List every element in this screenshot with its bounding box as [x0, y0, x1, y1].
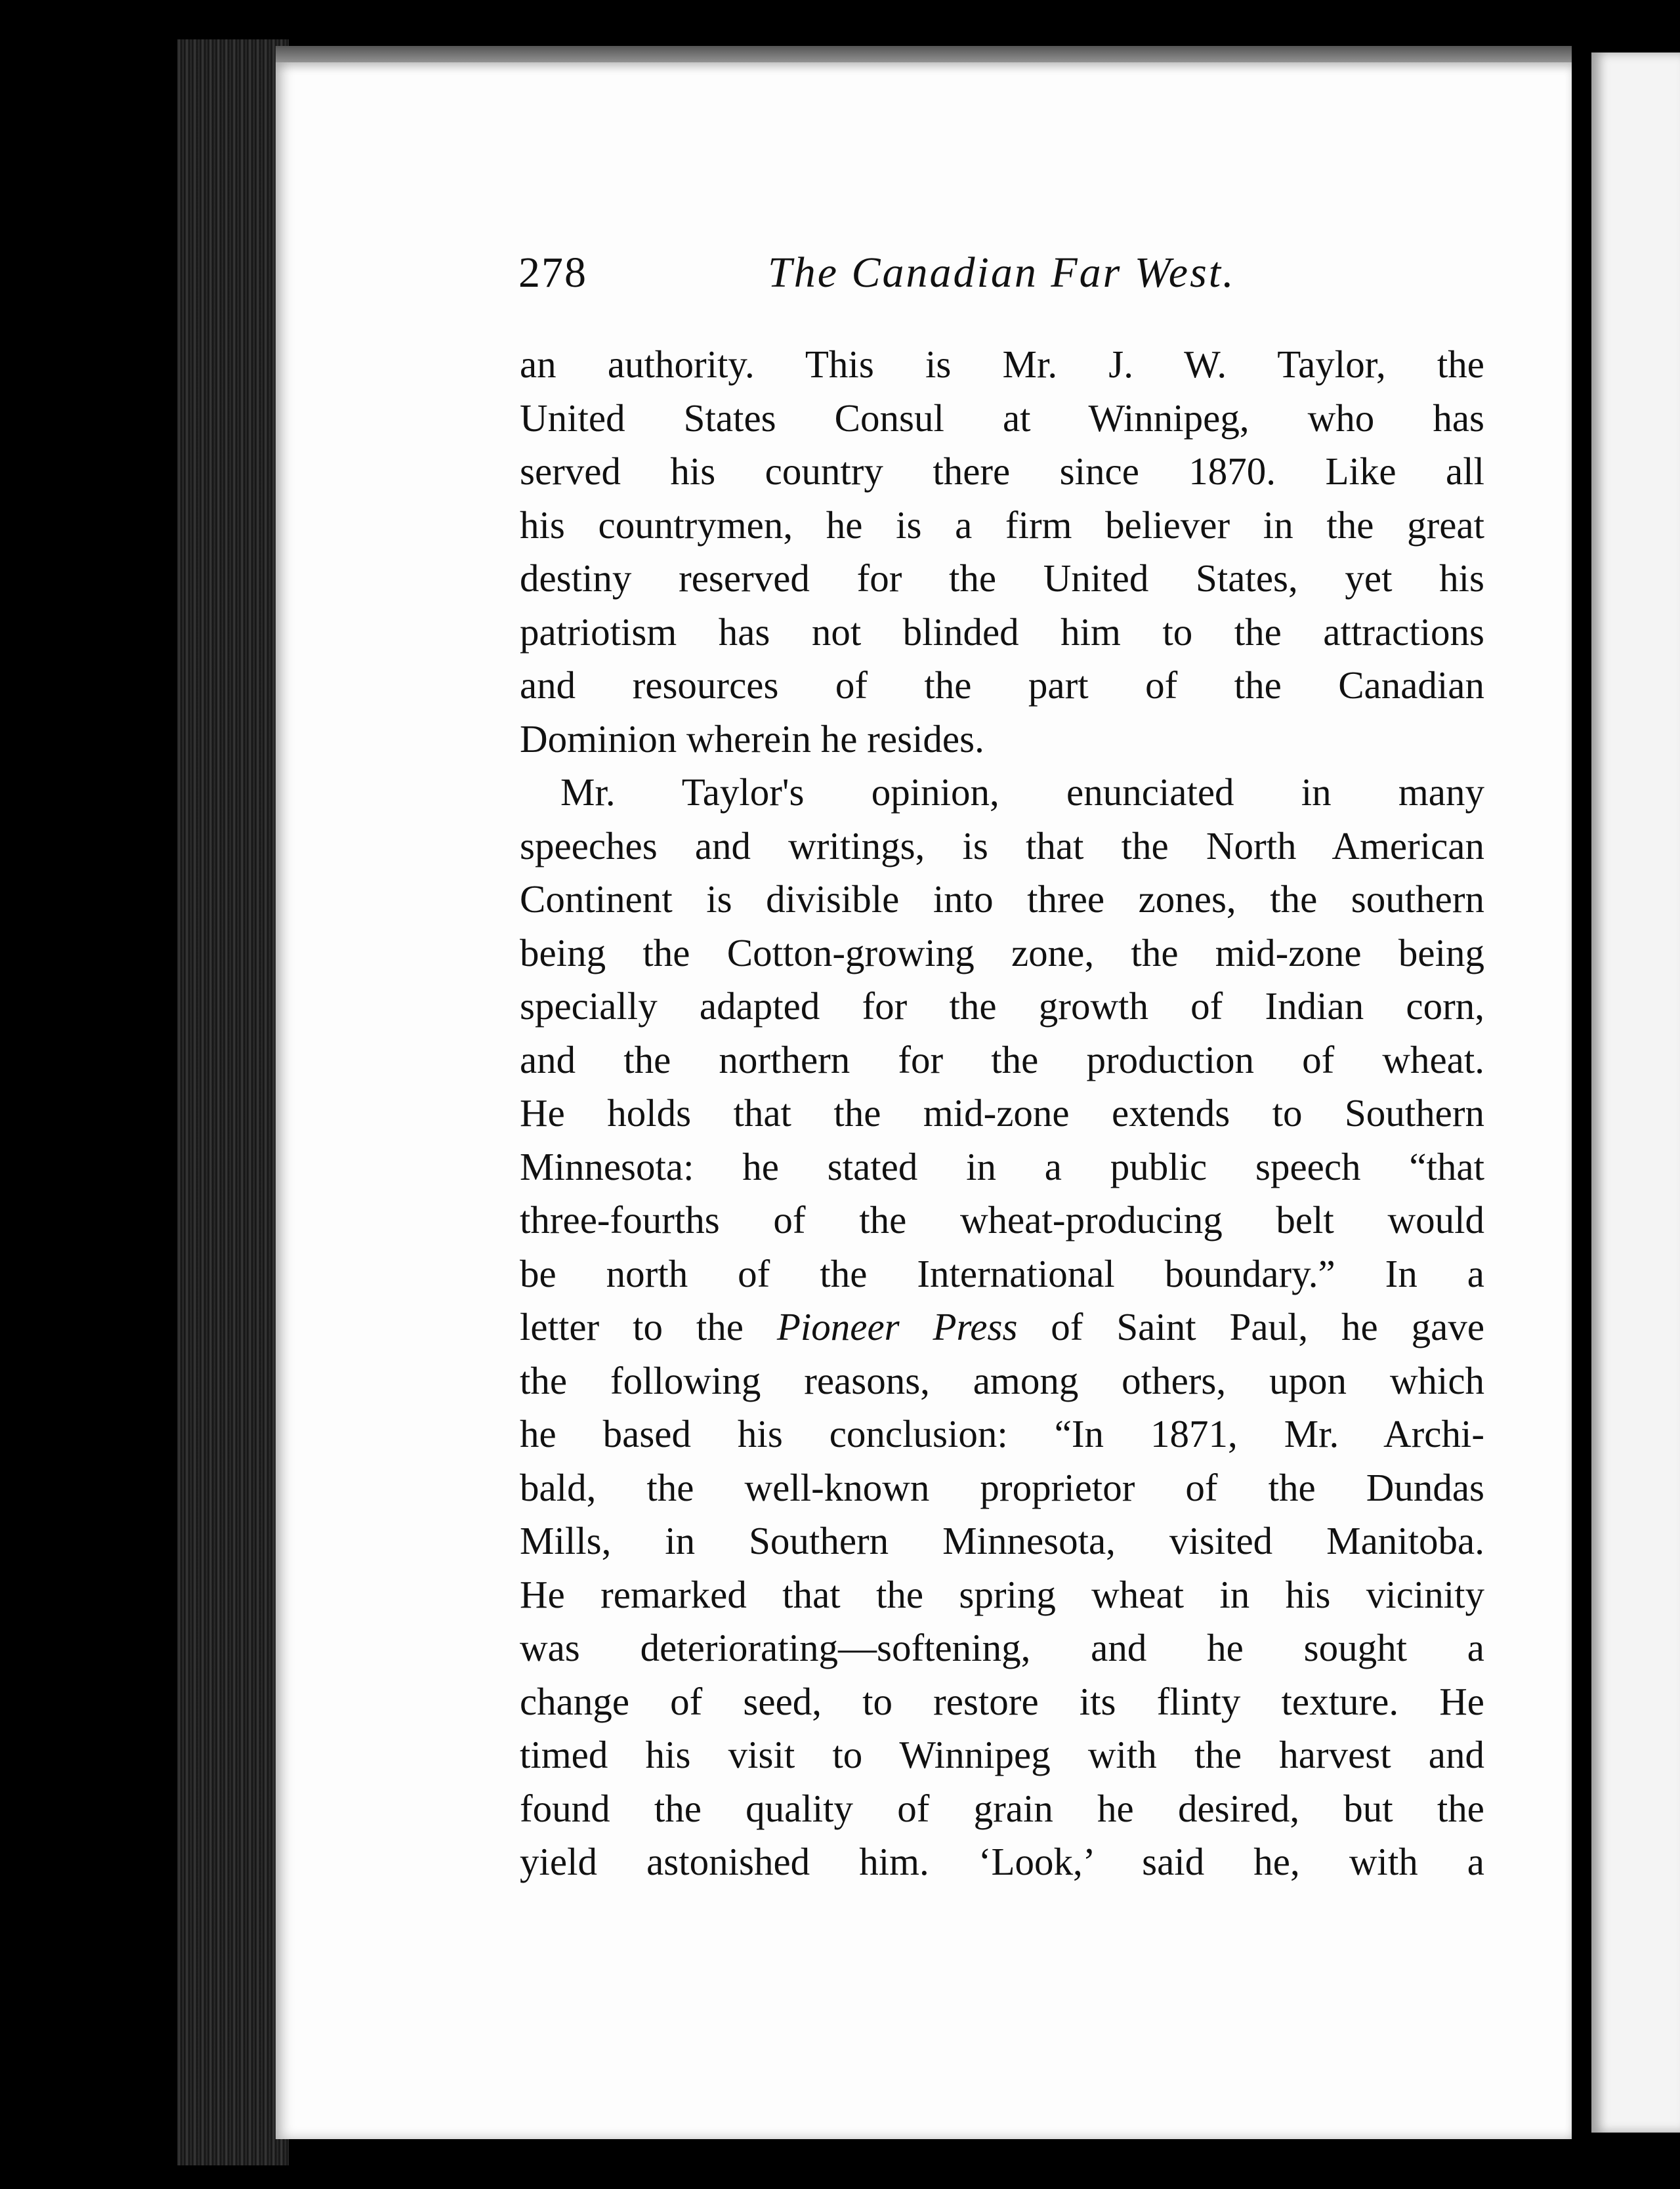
text-line: specially adapted for the growth of Indian corn, [520, 984, 1484, 1028]
text-line: He remarked that the spring wheat in his vicinity [520, 1572, 1484, 1616]
newspaper-title: Pioneer Press [776, 1305, 1018, 1348]
text-line: be north of the International boundary.” In a [520, 1251, 1484, 1295]
body-text [520, 338, 1484, 1889]
text-line: being the Cotton-growing zone, the mid-zone being [520, 930, 1484, 974]
book-gutter [1572, 0, 1591, 2189]
text-line: found the quality of grain he desired, but the [520, 1786, 1484, 1830]
text-line: timed his visit to Winnipeg with the harvest and [520, 1733, 1484, 1776]
text-line: an authority. This is Mr. J. W. Taylor, the [520, 343, 1484, 386]
text-line: United States Consul at Winnipeg, who has [520, 396, 1484, 440]
text-line: bald, the well-known proprietor of the Dundas [520, 1465, 1484, 1509]
text-line: and resources of the part of the Canadian [520, 663, 1484, 707]
page-header [518, 248, 1267, 307]
text-line: destiny reserved for the United States, yet his [520, 556, 1484, 600]
text-line: three-fourths of the wheat-producing belt would [520, 1198, 1484, 1241]
text-line: yield astonished him. ‘Look,’ said he, with a [520, 1840, 1484, 1883]
facing-page-edge [1591, 52, 1680, 2133]
text-line: and the northern for the production of wheat. [520, 1037, 1484, 1081]
text-line: change of seed, to restore its flinty texture. He [520, 1679, 1484, 1723]
text-line: Mills, in Southern Minnesota, visited Manitoba. [520, 1519, 1484, 1562]
text-line: He holds that the mid-zone extends to Southern [520, 1091, 1484, 1135]
text-line: the following reasons, among others, upon which [520, 1358, 1484, 1402]
text-line: his countrymen, he is a firm believer in the great [520, 503, 1484, 547]
line-segment: of Saint Paul, he gave [1017, 1305, 1485, 1348]
text-line: Continent is divisible into three zones, the southern [520, 877, 1484, 921]
text-line: speeches and writings, is that the North American [520, 823, 1484, 867]
line-segment: letter to the [520, 1305, 777, 1348]
text-line: he based his conclusion: “In 1871, Mr. Archi- [520, 1412, 1484, 1455]
running-title: The Canadian Far West. [768, 249, 1236, 297]
paragraph-start-line: Mr. Taylor's opinion, enunciated in many [560, 770, 1484, 814]
page-number: 278 [518, 249, 587, 297]
paragraph-end-line: Dominion wherein he resides. [520, 717, 984, 761]
text-line-with-italic [520, 1301, 1484, 1354]
text-line: patriotism has not blinded him to the attractions [520, 610, 1484, 654]
text-line: was deteriorating—softening, and he sought a [520, 1626, 1484, 1669]
book-page-edges [177, 39, 289, 2165]
text-line: served his country there since 1870. Like all [520, 449, 1484, 493]
text-line: Minnesota: he stated in a public speech “that [520, 1144, 1484, 1188]
